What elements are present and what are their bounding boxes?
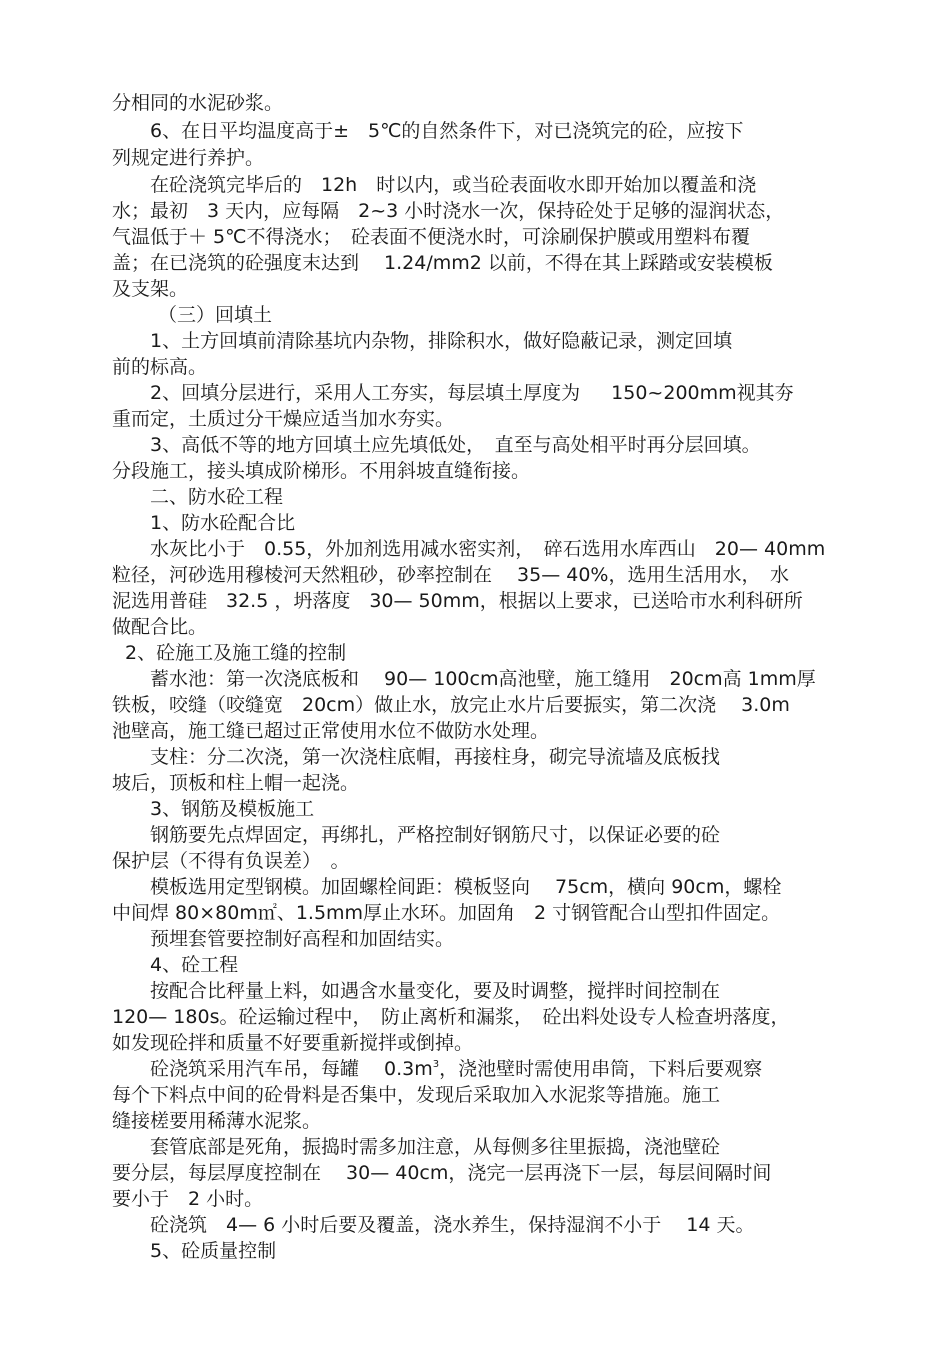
text-line <box>150 1056 762 1082</box>
text-line: 6、在日平均温度高于± 5℃的自然条件下，对已浇筑完的砼，应按下 <box>150 120 744 142</box>
text-line: 坡后，顶板和柱上帽一起浇。 <box>112 772 360 794</box>
text-line: 水灰比小于 0.55，外加剂选用减水密实剂， 碎石选用水库西山 20— 40mm <box>150 538 826 560</box>
text-line: 模板选用定型钢模。加固螺栓间距：模板竖向 75cm，横向 90cm，螺栓 <box>150 876 782 898</box>
text-line: 中间焊 80×80m㎡、1.5mm厚止水环。加固角 2 寸钢管配合山型扣件固定。 <box>112 902 781 924</box>
text-line: 如发现砼拌和质量不好要重新搅拌或倒掉。 <box>112 1032 474 1054</box>
text-segment: ，浇池壁时需使用串筒，下料后要观察 <box>439 1058 763 1080</box>
text-line: 1、土方回填前清除基坑内杂物，排除积水，做好隐蔽记录，测定回填 <box>150 330 733 352</box>
subsection-heading: 2、砼施工及施工缝的控制 <box>125 642 347 664</box>
text-line: 套管底部是死角，振捣时需多加注意，从每侧多往里振捣，浇池壁砼 <box>150 1136 721 1158</box>
text-line: 分段施工，接头填成阶梯形。不用斜坡直缝衔接。 <box>112 460 531 482</box>
subsection-heading: 1、防水砼配合比 <box>150 512 296 534</box>
text-line: 蓄水池：第一次浇底板和 90— 100cm高池壁，施工缝用 20cm高 1mm厚 <box>150 668 816 690</box>
text-line: 3、高低不等的地方回填土应先填低处， 直至与高处相平时再分层回填。 <box>150 434 761 456</box>
text-line: 水；最初 3 天内，应每隔 2~3 小时浇水一次，保持砼处于足够的湿润状态， <box>112 200 785 222</box>
text-line: 保护层（不得有负误差） 。 <box>112 850 350 872</box>
text-line: 按配合比秤量上料，如遇含水量变化，要及时调整，搅拌时间控制在 <box>150 980 721 1002</box>
text-line: 粒径，河砂选用穆棱河天然粗砂，砂率控制在 35— 40%，选用生活用水， 水 <box>112 564 789 586</box>
text-line: 在砼浇筑完毕后的 12h 时以内，或当砼表面收水即开始加以覆盖和浇 <box>150 174 757 196</box>
section-heading: （三）回填土 <box>158 304 273 326</box>
text-line: 泥选用普硅 32.5 ，坍落度 30— 50mm，根据以上要求，已送哈市水利科研所 <box>112 590 803 612</box>
text-line: 要小于 2 小时。 <box>112 1188 264 1210</box>
text-line: 分相同的水泥砂浆。 <box>112 92 284 114</box>
text-line: 2、回填分层进行，采用人工夯实，每层填土厚度为 150~200mm视其夯 <box>150 382 794 404</box>
section-heading: 二、防水砼工程 <box>150 486 284 508</box>
text-line: 前的标高。 <box>112 356 208 378</box>
text-line: 做配合比。 <box>112 616 208 638</box>
text-line: 铁板，咬缝（咬缝宽 20cm）做止水，放完止水片后要振实，第二次浇 3.0m <box>112 694 790 716</box>
text-line: 池壁高，施工缝已超过正常使用水位不做防水处理。 <box>112 720 550 742</box>
text-line: 要分层，每层厚度控制在 30— 40cm，浇完一层再浇下一层，每层间隔时间 <box>112 1162 772 1184</box>
text-line: 重而定，土质过分干燥应适当加水夯实。 <box>112 408 455 430</box>
text-line: 预埋套管要控制好高程和加固结实。 <box>150 928 455 950</box>
text-line: 缝接槎要用稀薄水泥浆。 <box>112 1110 322 1132</box>
text-segment: 砼浇筑采用汽车吊，每罐 0.3m <box>150 1058 433 1080</box>
text-line: 120— 180s。砼运输过程中， 防止离析和漏浆， 砼出料处设专人检查坍落度， <box>112 1006 790 1028</box>
text-line: 每个下料点中间的砼骨料是否集中，发现后采取加入水泥浆等措施。施工 <box>112 1084 721 1106</box>
subsection-heading: 3、钢筋及模板施工 <box>150 798 315 820</box>
text-line: 列规定进行养护。 <box>112 147 265 169</box>
subsection-heading: 5、砼质量控制 <box>150 1240 277 1262</box>
text-line: 盖；在已浇筑的砼强度末达到 1.24/mm2 以前，不得在其上踩踏或安装模板 <box>112 252 773 274</box>
text-line: 及支架。 <box>112 278 189 300</box>
subsection-heading: 4、砼工程 <box>150 954 239 976</box>
text-line: 气温低于＋ 5℃不得浇水； 砼表面不便浇水时，可涂刷保护膜或用塑料布覆 <box>112 226 750 248</box>
text-line: 砼浇筑 4— 6 小时后要及覆盖，浇水养生，保持湿润不小于 14 天。 <box>150 1214 755 1236</box>
superscript: 3 <box>432 1059 440 1070</box>
text-line: 钢筋要先点焊固定，再绑扎，严格控制好钢筋尺寸，以保证必要的砼 <box>150 824 721 846</box>
text-line: 支柱：分二次浇，第一次浇柱底帽，再接柱身，砌完导流墙及底板找 <box>150 746 721 768</box>
